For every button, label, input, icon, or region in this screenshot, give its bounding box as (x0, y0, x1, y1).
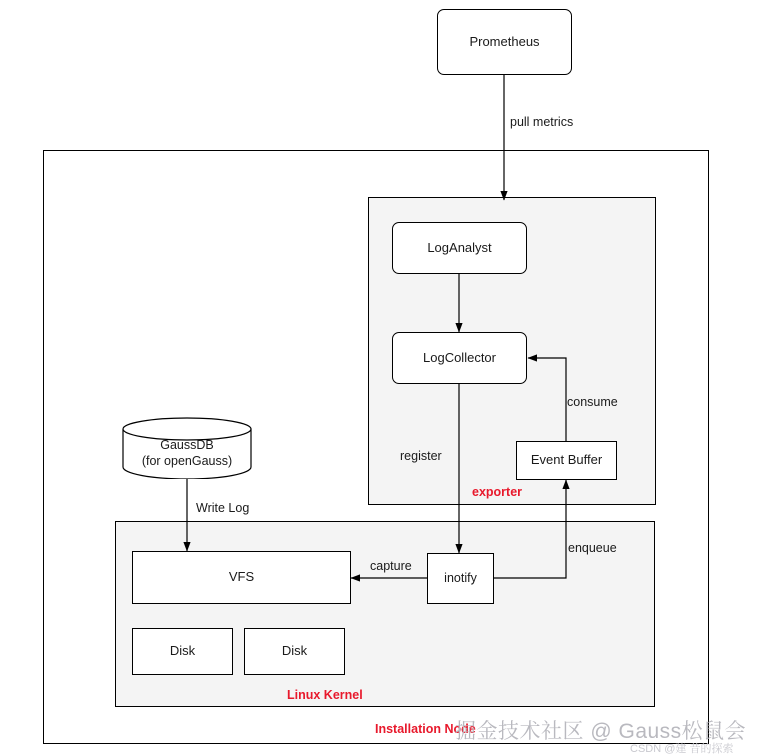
node-log-collector[interactable]: LogCollector (392, 332, 527, 384)
region-label-installation-node: Installation Node (375, 722, 476, 736)
edge-label-consume: consume (567, 395, 618, 409)
node-gaussdb[interactable] (122, 417, 252, 479)
node-gaussdb-label-line2: (for openGauss) (141, 454, 233, 469)
node-log-analyst[interactable]: LogAnalyst (392, 222, 527, 274)
edge-label-capture: capture (370, 559, 412, 573)
edge-label-pull-metrics: pull metrics (510, 115, 574, 129)
node-event-buffer[interactable]: Event Buffer (516, 441, 617, 480)
node-vfs[interactable]: VFS (132, 551, 351, 604)
watermark-secondary: CSDN @建 昔的探索 (630, 743, 734, 755)
node-gaussdb-label-line1: GaussDB (160, 438, 214, 452)
edge-label-enqueue: enqueue (568, 541, 617, 555)
node-inotify[interactable]: inotify (427, 553, 494, 604)
edge-label-write-log: Write Log (196, 501, 250, 515)
region-label-linux-kernel: Linux Kernel (287, 688, 363, 702)
node-disk-2[interactable]: Disk (244, 628, 345, 675)
edge-label-register: register (400, 449, 442, 463)
watermark-primary: 掘金技术社区 @ Gauss松鼠会 (455, 720, 747, 743)
region-label-exporter: exporter (472, 485, 523, 499)
node-disk-1[interactable]: Disk (132, 628, 233, 675)
node-prometheus[interactable]: Prometheus (437, 9, 572, 75)
